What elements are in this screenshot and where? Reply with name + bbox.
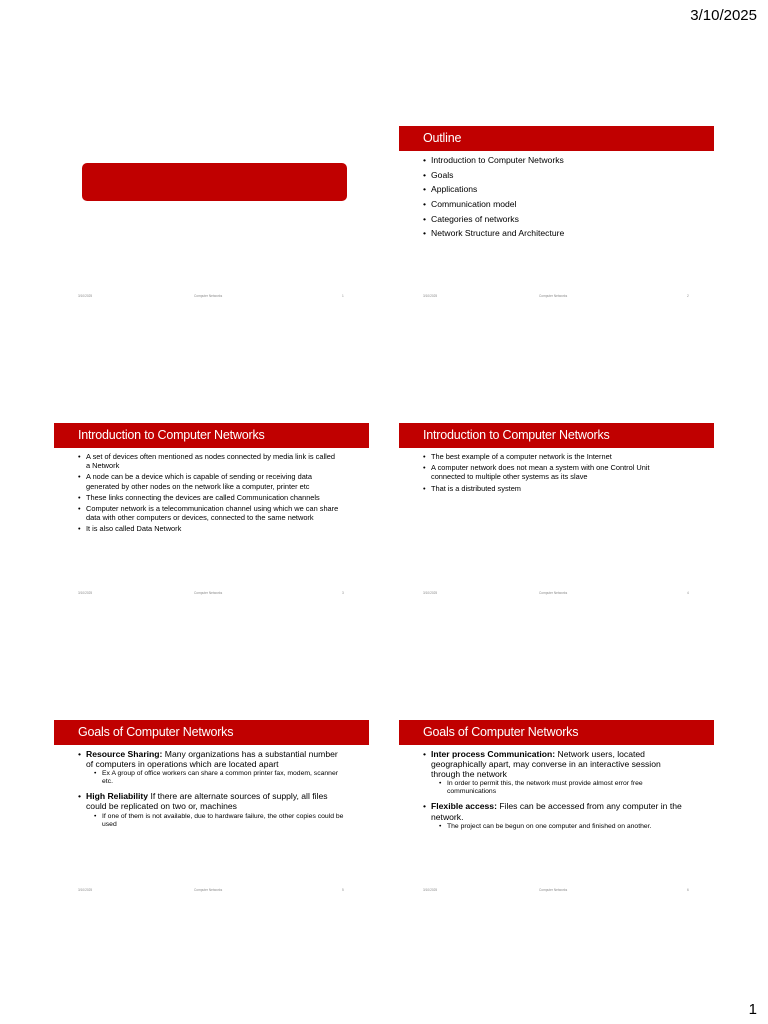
footer-date: 3/10/2025 xyxy=(423,294,438,298)
footer-slide-number: 2 xyxy=(687,294,689,298)
slide-3 xyxy=(54,423,369,603)
sub-list xyxy=(86,813,344,829)
list-item: • Communication model xyxy=(423,199,685,210)
list-item: • The best example of a computer network is the Internet xyxy=(423,452,685,461)
slide-6 xyxy=(399,720,714,900)
footer-date: 3/10/2025 xyxy=(78,888,93,892)
bullet-list xyxy=(423,155,685,243)
footer-date: 3/10/2025 xyxy=(423,591,438,595)
slide-footer xyxy=(54,888,369,894)
list-item: • A computer network does not mean a system with one Control Unit connected to multiple other systems as its slave xyxy=(423,463,685,481)
list-item-text: If there are alternate sources of supply, all files could be replicated on two or, machines xyxy=(86,791,328,812)
footer-date: 3/10/2025 xyxy=(78,591,93,595)
footer-date: 3/10/2025 xyxy=(78,294,93,298)
list-item-text: Files can be accessed from any computer in the network. xyxy=(431,801,682,822)
sub-list xyxy=(431,823,689,831)
list-item-text: Many organizations has a substantial number of computers in operations which are located apart xyxy=(86,749,338,770)
slide-title: Introduction to Computer Networks xyxy=(54,423,369,448)
footer-slide-number: 4 xyxy=(687,591,689,595)
sub-list xyxy=(431,780,689,796)
slide-title: Introduction to Computer Networks xyxy=(399,423,714,448)
page-number: 1 xyxy=(748,1001,757,1018)
slide-1 xyxy=(54,126,369,306)
footer-slide-number: 5 xyxy=(342,888,344,892)
list-item: • Applications xyxy=(423,184,685,195)
list-item: • It is also called Data Network xyxy=(78,524,340,533)
list-item xyxy=(423,749,689,796)
list-item-heading: Flexible access: xyxy=(431,801,497,812)
slide-footer xyxy=(54,591,369,597)
sub-list xyxy=(86,770,344,786)
list-item-heading: Resource Sharing: xyxy=(86,749,163,759)
slide-footer xyxy=(399,591,714,597)
sub-list-item: • In order to permit this, the network must provide almost error free communications xyxy=(439,780,689,796)
list-item xyxy=(78,749,344,786)
bullet-list xyxy=(423,749,689,836)
slide-footer xyxy=(54,294,369,300)
footer-title: Computer Networks xyxy=(194,294,223,298)
bullet-list xyxy=(78,749,344,834)
list-item: • That is a distributed system xyxy=(423,484,685,493)
footer-slide-number: 1 xyxy=(342,294,344,298)
list-item: • Categories of networks xyxy=(423,214,685,225)
footer-date: 3/10/2025 xyxy=(423,888,438,892)
footer-title: Computer Networks xyxy=(194,888,223,892)
title-placeholder-bar xyxy=(82,163,347,201)
sub-list-item: • The project can be begun on one computer and finished on another. xyxy=(439,823,689,831)
list-item: • These links connecting the devices are called Communication channels xyxy=(78,493,340,502)
list-item: • Introduction to Computer Networks xyxy=(423,155,685,166)
footer-title: Computer Networks xyxy=(539,591,568,595)
slide-title: Goals of Computer Networks xyxy=(54,720,369,745)
footer-slide-number: 6 xyxy=(687,888,689,892)
list-item: • Computer network is a telecommunication channel using which we can share data with other computers or devices, connected to the same network xyxy=(78,504,340,522)
list-item: • Goals xyxy=(423,170,685,181)
footer-title: Computer Networks xyxy=(539,888,568,892)
list-item-heading: High Reliability xyxy=(86,791,149,802)
footer-title: Computer Networks xyxy=(539,294,568,298)
page-date: 3/10/2025 xyxy=(690,7,757,24)
list-item: • A set of devices often mentioned as nodes connected by media link is called a Network xyxy=(78,452,340,470)
slide-2 xyxy=(399,126,714,306)
list-item-text: Network users, located geographically apart, may converse in an interactive session through the network xyxy=(431,749,661,780)
bullet-list xyxy=(78,452,340,536)
bullet-list xyxy=(423,452,685,495)
slide-title: Outline xyxy=(399,126,714,151)
list-item: • Network Structure and Architecture xyxy=(423,228,685,239)
slide-footer xyxy=(399,294,714,300)
slide-footer xyxy=(399,888,714,894)
footer-slide-number: 3 xyxy=(342,591,344,595)
slide-title: Goals of Computer Networks xyxy=(399,720,714,745)
slide-4 xyxy=(399,423,714,603)
list-item: • A node can be a device which is capable of sending or receiving data generated by other nodes on the network like a computer, printer etc xyxy=(78,472,340,490)
slide-5 xyxy=(54,720,369,900)
list-item xyxy=(423,801,689,830)
footer-title: Computer Networks xyxy=(194,591,223,595)
sub-list-item: • Ex A group of office workers can share a common printer fax, modem, scanner etc. xyxy=(94,770,344,786)
sub-list-item: • If one of them is not available, due to hardware failure, the other copies could be used xyxy=(94,813,344,829)
list-item xyxy=(78,791,344,828)
list-item-heading: Inter process Communication: xyxy=(431,749,556,759)
